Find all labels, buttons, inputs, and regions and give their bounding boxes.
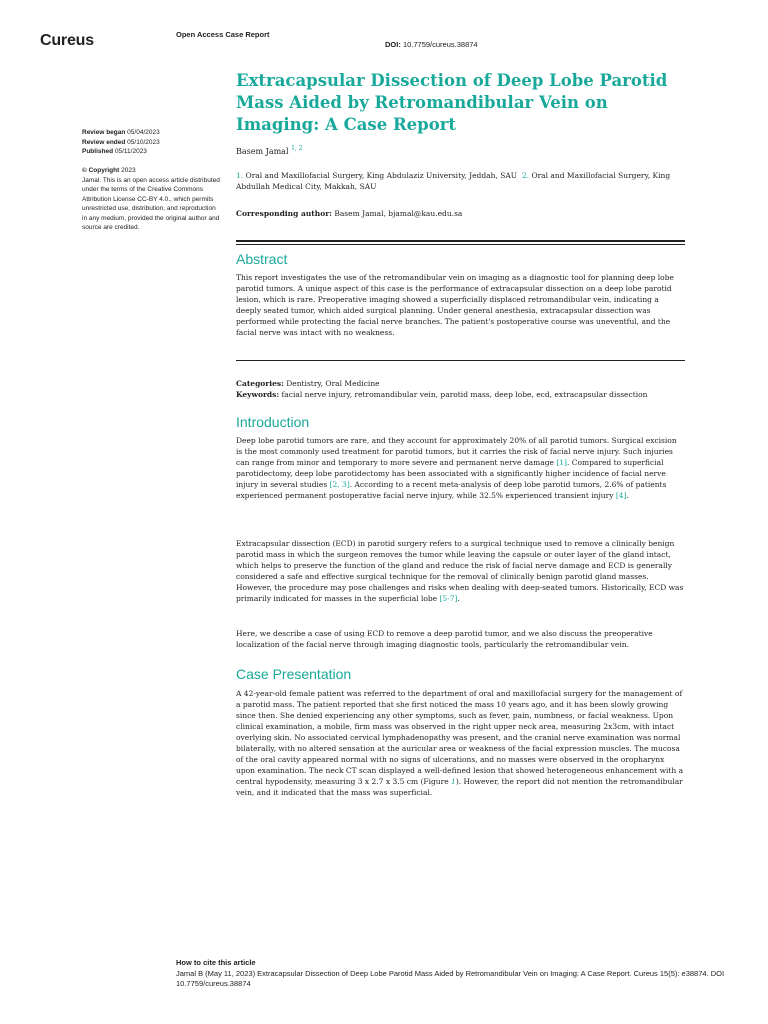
corresponding-author xyxy=(236,209,462,218)
categories-label: Categories: xyxy=(236,379,284,388)
author-line xyxy=(236,145,303,156)
figure-ref[interactable]: 1 xyxy=(451,777,456,786)
author-name: Basem Jamal xyxy=(236,147,289,156)
license-text: Jamal. This is an open access article distributed under the terms of the Creative Commons Attribution License CC-BY 4.0., which permits unrestricted use, distribution, and reproduction in any medium, provided the original author and source are credited. xyxy=(82,176,220,231)
copyright-year: 2023 xyxy=(121,167,136,174)
abstract-top-rule-thin xyxy=(236,244,685,245)
intro-p2-text: Extracapsular dissection (ECD) in parotid surgery refers to a surgical technique used to remove a clinically benign parotid mass in which the surgeon removes the tumor while leaving the capsule or outer layer of the gland intact, which helps to preserve the function of the gland and reduce the risk of facial nerve damage and ECD is generally considered a safe and effective surgical technique for the removal of clinically benign parotid gland masses. However, the procedure may pose challenges and risks when dealing with deep-seated tumors. Historically, ECD was primarily indicated for masses in the superficial lobe xyxy=(236,539,684,603)
doi-label: DOI: xyxy=(385,40,401,49)
keywords-text: facial nerve injury, retromandibular vein, parotid mass, deep lobe, ecd, extracapsular dissection xyxy=(281,390,648,399)
published-date: 05/11/2023 xyxy=(114,148,147,155)
citation-ref[interactable]: [5-7] xyxy=(439,594,458,603)
affil-num: 1. xyxy=(236,171,244,180)
corresponding-text: Basem Jamal, bjamal@kau.edu.sa xyxy=(334,209,463,218)
how-to-cite xyxy=(176,958,736,990)
cite-heading: How to cite this article xyxy=(176,958,256,967)
affil-text: Oral and Maxillofacial Surgery, King Abdullah Medical City, Makkah, SAU xyxy=(236,171,671,191)
review-dates xyxy=(82,128,222,157)
intro-p1-text: . According to a recent meta-analysis of deep lobe parotid tumors, 2.6% of patients experienced permanent postoperative facial nerve injury, while 32.5% experienced transient injury xyxy=(236,480,667,500)
case-p1-text: A 42-year-old female patient was referred to the department of oral and maxillofacial surgery for the management of a parotid mass. The patient reported that she first noticed the mass 10 years ago, and it has been slowly growing since then. She denied experiencing any other symptoms, such as fever, pain, numbness, or facial weakness. Upon clinical examination, a mobile, firm mass was observed in the right upper neck area, measuring 2x3cm, with intact overlying skin. No associated cervical lymphadenopathy was present, and the cranial nerve examination was normal bilaterally, with no altered sensation at the auricular area or weakness of the facial expression muscles. The mucosa of the oral cavity appeared normal with no signs of ulcerations, and no masses were observed in the oropharynx upon examination. The neck CT scan displayed a well-defined lesion that showed heterogeneous enhancement with a central hypodensity, measuring 3 x 2.7 x 3.5 cm (Figure xyxy=(236,689,684,786)
citation-ref[interactable]: [4] xyxy=(615,491,627,500)
intro-p1-text: . Compared to superficial parotidectomy, deep lobe parotidectomy has been associated with a significantly higher incidence of facial nerve injury in several studies xyxy=(236,458,666,489)
abstract-bottom-rule xyxy=(236,360,685,361)
citation-ref[interactable]: [2, 3] xyxy=(329,480,350,489)
keywords-label: Keywords: xyxy=(236,390,280,399)
affil-num: 2. xyxy=(521,171,530,180)
intro-paragraph-3: Here, we describe a case of using ECD to remove a deep parotid tumor, and we also discuss the preoperative localization of the facial nerve through imaging diagnostic tools, particularly the retromandibular vein. xyxy=(236,629,653,649)
journal-logo: Cureus xyxy=(40,32,94,49)
cite-text: Jamal B (May 11, 2023) Extracapsular Dissection of Deep Lobe Parotid Mass Aided by Retromandibular Vein on Imaging: A Case Report. Cureus 15(5): e38874. DOI 10.7759/cureus.38874 xyxy=(176,968,725,988)
review-ended: 05/10/2023 xyxy=(127,138,160,146)
review-ended-label: Review ended xyxy=(82,138,126,146)
abstract-text: This report investigates the use of the retromandibular vein on imaging as a diagnostic tool for planning deep lobe parotid tumors. A unique aspect of this case is the performance of extracapsular dissection on a deep lobe parotid lesion, which is rare. Preoperative imaging showed a superficially displaced retromandibular vein, indicating a deeply seated tumor, which aided surgical planning. Under general anesthesia, extracapsular dissection was performed while protecting the facial nerve branches. The patient's postoperative course was uneventful, and the facial nerve was intact with no weakness. xyxy=(236,273,674,337)
intro-p2-text: . xyxy=(457,594,460,603)
copyright-label: © Copyright xyxy=(82,167,120,174)
intro-p1-text: . xyxy=(626,491,629,500)
intro-paragraph-2 xyxy=(236,538,685,604)
case-paragraph-1 xyxy=(236,688,685,798)
citation-ref[interactable]: [1] xyxy=(556,458,567,467)
published-label: Published xyxy=(82,148,114,155)
review-began: 05/04/2023 xyxy=(127,129,160,136)
review-began-label: Review began xyxy=(82,129,126,136)
categories-keywords xyxy=(236,378,685,400)
author-affil-refs[interactable]: 1, 2 xyxy=(291,145,303,152)
doi-line xyxy=(385,40,478,49)
affiliations xyxy=(236,170,686,192)
article-type: Open Access Case Report xyxy=(176,30,270,39)
intro-p1-text: Deep lobe parotid tumors are rare, and they account for approximately 20% of all parotid tumors. Surgical excision is the most commonly used treatment for parotid tumors, but it carries the risk of facial nerve injury. Such injuries can range from minor and temporary to more severe and permanent nerve damage xyxy=(236,436,677,467)
introduction-heading: Introduction xyxy=(236,414,310,430)
corresponding-label: Corresponding author: xyxy=(236,209,332,218)
doi-value[interactable]: 10.7759/cureus.38874 xyxy=(402,40,478,49)
copyright-block xyxy=(82,166,222,233)
intro-paragraph-1 xyxy=(236,435,685,501)
abstract-heading: Abstract xyxy=(236,251,288,267)
abstract-top-rule xyxy=(236,240,685,242)
affil-text: Oral and Maxillofacial Surgery, King Abdulaziz University, Jeddah, SAU xyxy=(245,171,518,180)
case-presentation-heading: Case Presentation xyxy=(236,666,352,682)
categories-text: Dentistry, Oral Medicine xyxy=(286,379,380,388)
article-title: Extracapsular Dissection of Deep Lobe Parotid Mass Aided by Retromandibular Vein on Imaging: A Case Report xyxy=(236,71,668,134)
case-p1-text: ). However, the report did not mention the retromandibular vein, and it indicated that the mass was superficial. xyxy=(236,777,683,797)
